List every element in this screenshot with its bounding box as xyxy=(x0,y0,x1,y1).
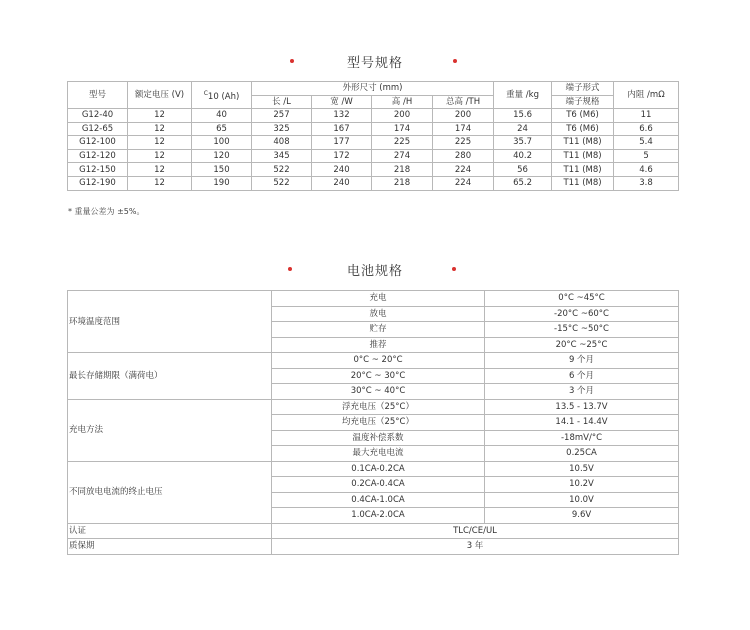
cell-width: 167 xyxy=(312,122,372,136)
spec-item: 1.0CA-2.0CA xyxy=(272,508,485,524)
spec-item: 推荐 xyxy=(272,337,485,353)
cell-voltage: 12 xyxy=(128,122,192,136)
cell-terminal: T6 (M6) xyxy=(552,109,614,123)
spec-value: 20°C ~25°C xyxy=(485,337,679,353)
cell-length: 257 xyxy=(252,109,312,123)
cell-terminal: T6 (M6) xyxy=(552,122,614,136)
cell-width: 240 xyxy=(312,176,372,190)
spec-value: 9.6V xyxy=(485,508,679,524)
cell-height: 274 xyxy=(372,149,433,163)
battery-spec-table xyxy=(67,290,679,555)
model-spec-table xyxy=(67,81,679,191)
cell-width: 132 xyxy=(312,109,372,123)
spec-item: 贮存 xyxy=(272,322,485,338)
header-terminal-type: 端子形式 xyxy=(552,82,614,96)
spec-item: 浮充电压（25°C） xyxy=(272,399,485,415)
spec-item: 20°C ~ 30°C xyxy=(272,368,485,384)
cell-length: 345 xyxy=(252,149,312,163)
header-capacity: $^C$10 (Ah) xyxy=(192,82,252,109)
cell-height: 174 xyxy=(372,122,433,136)
cell-terminal: T11 (M8) xyxy=(552,176,614,190)
cell-voltage: 12 xyxy=(128,109,192,123)
cell-total-height: 174 xyxy=(433,122,494,136)
table-row xyxy=(68,163,679,177)
spec-value: 10.0V xyxy=(485,492,679,508)
cell-capacity: 100 xyxy=(192,136,252,150)
header-dimensions: 外形尺寸 (mm) xyxy=(252,82,494,96)
header-voltage: 额定电压 (V) xyxy=(128,82,192,109)
table-row xyxy=(68,353,679,369)
group-label: 环境温度范围 xyxy=(68,291,272,353)
cell-capacity: 120 xyxy=(192,149,252,163)
cell-terminal: T11 (M8) xyxy=(552,149,614,163)
cell-resistance: 3.8 xyxy=(614,176,679,190)
spec-value: 6 个月 xyxy=(485,368,679,384)
header-width: 宽 /W xyxy=(312,95,372,109)
cell-weight: 15.6 xyxy=(494,109,552,123)
spec-item: 0.4CA-1.0CA xyxy=(272,492,485,508)
cell-capacity: 40 xyxy=(192,109,252,123)
cell-total-height: 225 xyxy=(433,136,494,150)
spec-value: 0.25CA xyxy=(485,446,679,462)
cell-total-height: 224 xyxy=(433,176,494,190)
cell-capacity: 190 xyxy=(192,176,252,190)
cell-resistance: 11 xyxy=(614,109,679,123)
spec-value: 3 个月 xyxy=(485,384,679,400)
cell-weight: 56 xyxy=(494,163,552,177)
table-row xyxy=(68,122,679,136)
table-row xyxy=(68,291,679,307)
cell-width: 240 xyxy=(312,163,372,177)
spec-value: 9 个月 xyxy=(485,353,679,369)
cell-voltage: 12 xyxy=(128,149,192,163)
cell-length: 325 xyxy=(252,122,312,136)
spec-item: 温度补偿系数 xyxy=(272,430,485,446)
cell-voltage: 12 xyxy=(128,136,192,150)
group-label: 不同放电电流的终止电压 xyxy=(68,461,272,523)
spec-value: -20°C ~60°C xyxy=(485,306,679,322)
spec-value: 10.5V xyxy=(485,461,679,477)
table-row xyxy=(68,539,679,555)
header-model: 型号 xyxy=(68,82,128,109)
spec-item: 0.1CA-0.2CA xyxy=(272,461,485,477)
group-label: 充电方法 xyxy=(68,399,272,461)
spec-value: 0°C ~45°C xyxy=(485,291,679,307)
spec-value: 10.2V xyxy=(485,477,679,493)
cell-total-height: 200 xyxy=(433,109,494,123)
cell-total-height: 224 xyxy=(433,163,494,177)
warranty-value: 3 年 xyxy=(272,539,679,555)
cell-resistance: 4.6 xyxy=(614,163,679,177)
header-resistance: 内阻 /mΩ xyxy=(614,82,679,109)
cell-model: G12-120 xyxy=(68,149,128,163)
cell-terminal: T11 (M8) xyxy=(552,163,614,177)
table-row xyxy=(68,523,679,539)
weight-tolerance-note: * 重量公差为 ±5%。 xyxy=(68,207,145,216)
spec-value: 14.1 - 14.4V xyxy=(485,415,679,431)
cell-capacity: 65 xyxy=(192,122,252,136)
cell-width: 172 xyxy=(312,149,372,163)
section-title-models: 型号规格 xyxy=(346,56,403,71)
cell-weight: 24 xyxy=(494,122,552,136)
header-terminal-spec: 端子规格 xyxy=(552,95,614,109)
table-row xyxy=(68,176,679,190)
title-dot-right xyxy=(452,267,456,271)
cell-resistance: 5 xyxy=(614,149,679,163)
cell-length: 408 xyxy=(252,136,312,150)
cell-height: 218 xyxy=(372,176,433,190)
cell-weight: 65.2 xyxy=(494,176,552,190)
spec-value: -18mV/°C xyxy=(485,430,679,446)
spec-item: 放电 xyxy=(272,306,485,322)
table-row xyxy=(68,149,679,163)
cell-model: G12-100 xyxy=(68,136,128,150)
header-length: 长 /L xyxy=(252,95,312,109)
cell-weight: 35.7 xyxy=(494,136,552,150)
title-dot-right xyxy=(453,59,457,63)
cell-voltage: 12 xyxy=(128,163,192,177)
table-row xyxy=(68,136,679,150)
cell-weight: 40.2 xyxy=(494,149,552,163)
cell-length: 522 xyxy=(252,176,312,190)
cell-model: G12-65 xyxy=(68,122,128,136)
cell-resistance: 6.6 xyxy=(614,122,679,136)
cell-model: G12-190 xyxy=(68,176,128,190)
cell-capacity: 150 xyxy=(192,163,252,177)
group-label: 最长存储期限（满荷电） xyxy=(68,353,272,400)
certification-label: 认证 xyxy=(68,523,272,539)
cell-voltage: 12 xyxy=(128,176,192,190)
section-title-battery: 电池规格 xyxy=(346,264,403,279)
cell-length: 522 xyxy=(252,163,312,177)
cell-height: 218 xyxy=(372,163,433,177)
cell-width: 177 xyxy=(312,136,372,150)
header-weight: 重量 /kg xyxy=(494,82,552,109)
cell-model: G12-40 xyxy=(68,109,128,123)
cell-height: 225 xyxy=(372,136,433,150)
cell-model: G12-150 xyxy=(68,163,128,177)
spec-item: 30°C ~ 40°C xyxy=(272,384,485,400)
table-row xyxy=(68,399,679,415)
spec-value: 13.5 - 13.7V xyxy=(485,399,679,415)
table-row xyxy=(68,109,679,123)
table-row xyxy=(68,461,679,477)
cell-terminal: T11 (M8) xyxy=(552,136,614,150)
spec-item: 充电 xyxy=(272,291,485,307)
header-height: 高 /H xyxy=(372,95,433,109)
cell-total-height: 280 xyxy=(433,149,494,163)
certification-value: TLC/CE/UL xyxy=(272,523,679,539)
spec-value: -15°C ~50°C xyxy=(485,322,679,338)
spec-item: 最大充电电流 xyxy=(272,446,485,462)
spec-item: 0.2CA-0.4CA xyxy=(272,477,485,493)
header-total-height: 总高 /TH xyxy=(433,95,494,109)
warranty-label: 质保期 xyxy=(68,539,272,555)
cell-resistance: 5.4 xyxy=(614,136,679,150)
spec-item: 均充电压（25°C） xyxy=(272,415,485,431)
cell-height: 200 xyxy=(372,109,433,123)
spec-item: 0°C ~ 20°C xyxy=(272,353,485,369)
